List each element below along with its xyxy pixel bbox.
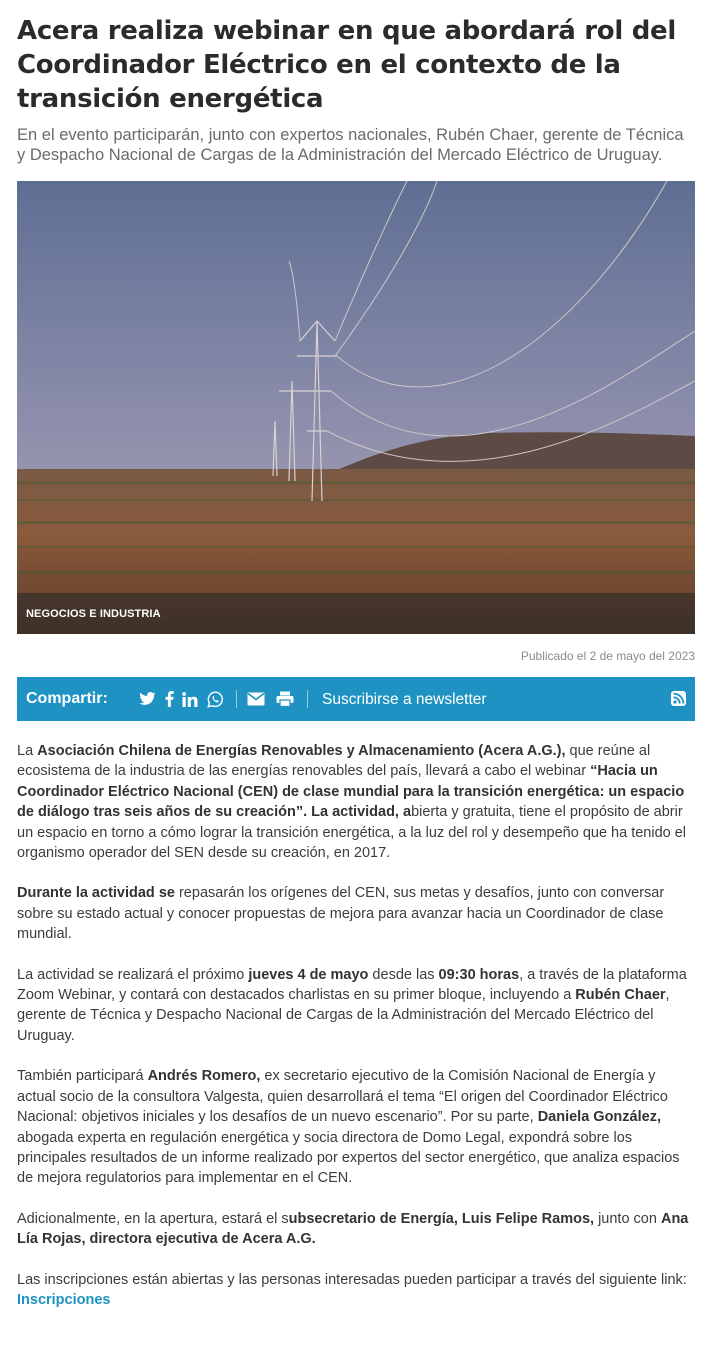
article (17, 0, 695, 1330)
print-icon[interactable] (275, 689, 295, 709)
twitter-icon[interactable] (138, 689, 156, 709)
registration-link[interactable]: Inscripciones (17, 1291, 111, 1308)
publish-date: Publicado el 2 de mayo del 2023 (520, 649, 695, 663)
share-divider (236, 690, 237, 708)
share-label: Compartir: (26, 690, 108, 707)
paragraph: También participará Andrés Romero, ex secretario ejecutivo de la Comisión Nacional de Energía y actual socio de la consultora Valgesta, quien desarrollará el tema “El origen del Coordinador Eléctrico Nacional: objetivos iniciales y los desafíos de un nuevo escenario”. Por su parte, Daniela González, abogada experta en regulación energética y socia directora de Domo Legal, expondrá sobre los principales resultados de un informe realizado por expertos del sector energético, que analiza espacios de mejora regulatorios para implementar en el CEN. (17, 1068, 680, 1187)
newsletter-link[interactable]: Suscribirse a newsletter (322, 691, 487, 708)
paragraph: La Asociación Chilena de Energías Renovables y Almacenamiento (Acera A.G.), que reúne al ecosistema de la industria de las energías renovables del país, llevará a cabo el webinar “Hacia un Coordinador Eléctrico Nacional (CEN) de clase mundial para la transición energética: un espacio de diálogo tras seis años de su creación”. La actividad, abierta y gratuita, tiene el propósito de abrir un espacio en torno a cómo lograr la transición energética, a la luz del rol y desempeño que ha tenido el organismo operador del SEN desde su creación, en 2017. (17, 743, 687, 862)
category-label[interactable]: NEGOCIOS E INDUSTRIA (26, 608, 161, 620)
article-title: Acera realiza webinar en que abordará rol del Coordinador Eléctrico en el contexto de la transición energética (17, 16, 676, 114)
paragraph: La actividad se realizará el próximo jueves 4 de mayo desde las 09:30 horas, a través de la plataforma Zoom Webinar, y contará con destacados charlistas en su primer bloque, incluyendo a Rubén Chaer, gerente de Técnica y Despacho Nacional de Cargas de la Administración del Mercado Eléctrico del Uruguay. (17, 966, 687, 1044)
whatsapp-icon[interactable] (206, 689, 224, 709)
paragraph: Adicionalmente, en la apertura, estará el subsecretario de Energía, Luis Felipe Ramos, junto con Ana Lía Rojas, directora ejecutiva de Acera A.G. (17, 1210, 689, 1248)
facebook-icon[interactable] (163, 689, 175, 709)
power-lines-photo (17, 181, 695, 634)
paragraph: Las inscripciones están abiertas y las personas interesadas pueden participar a través del siguiente link: Inscripciones (17, 1271, 687, 1308)
share-divider (307, 690, 308, 708)
rss-icon[interactable] (671, 691, 686, 706)
hero-image (17, 181, 695, 634)
article-lead: En el evento participarán, junto con expertos nacionales, Rubén Chaer, gerente de Técnica y Despacho Nacional de Cargas de la Administración del Mercado Eléctrico de Uruguay. (17, 126, 684, 164)
article-body (17, 741, 695, 1310)
share-bar (17, 677, 695, 721)
paragraph: Durante la actividad se repasarán los orígenes del CEN, sus metas y desafíos, junto con conversar sobre su estado actual y conocer propuestas de mejora para avanzar hacia un Coordinador de clase mundial. (17, 885, 665, 943)
email-icon[interactable] (246, 689, 266, 709)
linkedin-icon[interactable] (181, 689, 199, 709)
category-overlay (17, 593, 695, 634)
